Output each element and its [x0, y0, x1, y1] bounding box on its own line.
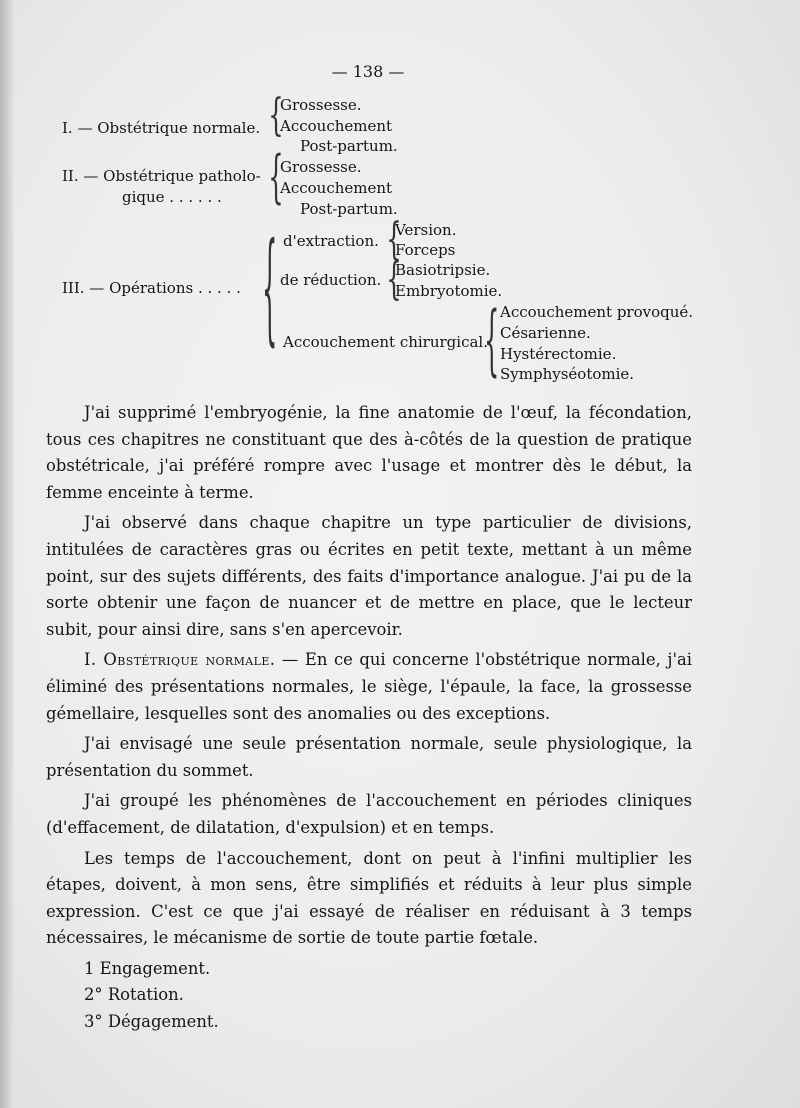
list-item: 3° Dégagement. — [84, 1012, 219, 1032]
outline-item: Post-partum. — [300, 137, 398, 155]
reduction-label: de réduction. — [280, 271, 382, 289]
brace: { — [268, 144, 284, 211]
outline-table — [0, 0, 800, 400]
outline-item: Embryotomie. — [395, 282, 503, 300]
chirurgical-label: Accouchement chirurgical. — [283, 333, 488, 351]
body-text — [46, 400, 692, 1036]
outline-item: Grossesse. — [280, 96, 362, 114]
paragraph: J'ai observé dans chaque chapitre un type particulier de divisions, intitulées de caractères gras ou écrites en petit texte, mettant à un même point, sur des sujets différents, des faits d'importance analogue. J'ai pu de la sorte obtenir une façon de nuancer et de mettre en place, que le lecteur subit, pour ainsi dire, sans s'en apercevoir. — [46, 513, 692, 639]
outline-item: Accouchement — [280, 179, 393, 197]
paragraph: J'ai envisagé une seule présentation normale, seule physiologique, la présentation du sommet. — [46, 734, 692, 780]
outline-item: Basiotripsie. — [395, 261, 491, 279]
outline-item: Accouchement — [280, 117, 393, 135]
page-number: — 138 — — [331, 62, 405, 81]
extraction-label: d'extraction. — [283, 232, 379, 250]
section-heading: I. Obstétrique normale. — [84, 650, 276, 670]
paragraph: Les temps de l'accouchement, dont on peut à l'infini multiplier les étapes, doivent, à mon sens, être simplifiés et réduits à leur plus simple expression. C'est ce que j'ai essayé de réaliser en réduisant à 3 temps nécessaires, le mécanisme de sortie de toute partie fœtale. — [46, 848, 692, 948]
outline-item: Symphyséotomie. — [500, 365, 635, 383]
outline-item: Grossesse. — [280, 158, 362, 176]
outline-item: Version. — [395, 221, 457, 239]
section-2-label-cont: gique . . . . . . — [122, 188, 222, 206]
outline-item: Accouchement provoqué. — [500, 303, 694, 321]
brace: { — [262, 219, 278, 360]
section-3-label: III. — Opérations . . . . . — [62, 279, 241, 297]
paragraph: J'ai groupé les phénomènes de l'accouchement en périodes cliniques (d'effacement, de dilatation, d'expulsion) et en temps. — [46, 791, 692, 837]
brace: { — [268, 90, 284, 141]
section-2-label: II. — Obstétrique patholo- — [62, 167, 261, 185]
brace: { — [386, 254, 402, 305]
brace: { — [386, 214, 402, 265]
paragraph-text: — En ce qui concerne l'obstétrique normale, j'ai éliminé des présentations normales, le siège, l'épaule, la face, la grossesse gémellaire, lesquelles sont des anomalies ou des exceptions. — [46, 650, 692, 723]
steps-list — [46, 956, 692, 1036]
paragraph: J'ai supprimé l'embryogénie, la fine anatomie de l'œuf, la fécondation, tous ces chapitres ne constituant que des à-côtés de la question de pratique obstétricale, j'ai préféré rompre avec l'usage et montrer dès le début, la femme enceinte à terme. — [46, 403, 692, 502]
section-1-label: I. — Obstétrique normale. — [62, 119, 261, 137]
outline-item: Post-partum. — [300, 200, 398, 218]
outline-item: Forceps — [395, 241, 456, 259]
outline-item: Hystérectomie. — [500, 345, 617, 363]
paragraph — [46, 647, 692, 727]
outline-item: Césarienne. — [500, 324, 591, 342]
list-item: 2° Rotation. — [84, 985, 184, 1005]
list-item: 1 Engagement. — [84, 958, 211, 978]
brace: { — [484, 296, 500, 386]
